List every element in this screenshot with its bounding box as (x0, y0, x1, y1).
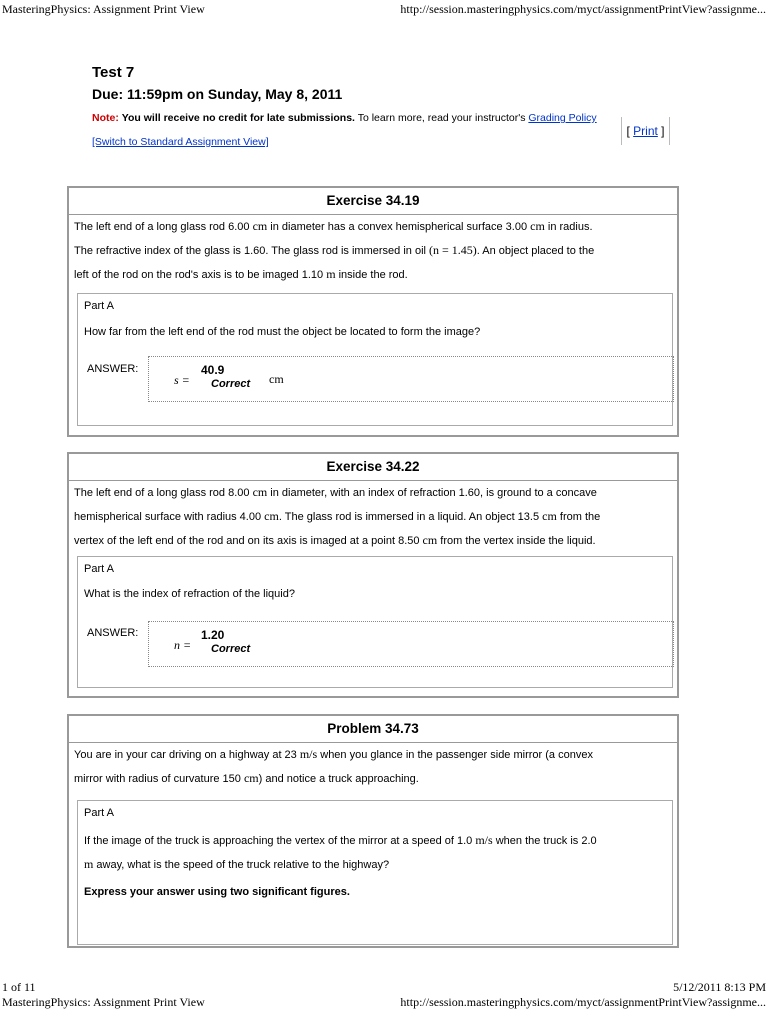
exercise-text: You are in your car driving on a highway at 23 m/s when you glance in the passenger side mirror (a convex mirror with radius of curvature 150 cm) and notice a truck approaching. (74, 747, 593, 785)
answer-status: Correct (211, 643, 251, 655)
answer-variable: n = (174, 638, 192, 652)
switch-view-link[interactable]: [Switch to Standard Assignment View] (92, 136, 269, 148)
part-a (77, 556, 673, 688)
note-text: To learn more, read your instructor's (354, 112, 529, 124)
exercise-title: Exercise 34.19 (69, 188, 677, 215)
print-close-bracket: ] (657, 124, 665, 138)
part-label: Part A (84, 563, 114, 575)
exercise-title: Exercise 34.22 (69, 454, 677, 481)
answer-box (148, 356, 674, 402)
answer-unit: cm (269, 372, 284, 386)
footer-page: 1 of 11 (2, 980, 36, 994)
answer-box (148, 621, 674, 667)
header-title: MasteringPhysics: Assignment Print View (2, 2, 205, 16)
answer-label: ANSWER: (87, 363, 139, 375)
answer-status: Correct (211, 378, 251, 390)
note-bold: You will receive no credit for late submissions. (121, 112, 355, 124)
print-box (621, 117, 670, 145)
part-instruction: Express your answer using two significant figures. (84, 886, 350, 898)
exercise-title: Problem 34.73 (69, 716, 677, 743)
answer-value: 1.20 (201, 628, 225, 642)
print-link[interactable]: Print (633, 124, 658, 138)
exercise-34-19 (67, 186, 679, 437)
footer-datetime: 5/12/2011 8:13 PM (673, 980, 766, 994)
late-note (92, 112, 597, 124)
answer-variable: s = (174, 373, 190, 387)
print-open-bracket: [ (626, 124, 634, 138)
answer-value: 40.9 (201, 363, 225, 377)
footer-title: MasteringPhysics: Assignment Print View (2, 995, 205, 1009)
due-date: Due: 11:59pm on Sunday, May 8, 2011 (92, 86, 343, 102)
part-a (77, 293, 673, 426)
assignment-title: Test 7 (92, 64, 135, 81)
exercise-34-22 (67, 452, 679, 698)
exercise-text: The left end of a long glass rod 6.00 cm in diameter has a convex hemispherical surface 3.00 cm in radius. The refractive index of the glass is 1.60. The glass rod is immersed in oil (n = 1.45). An object placed to the left of the rod on the rod's axis is to be imaged 1.10 m inside the rod. (74, 219, 595, 281)
part-question: How far from the left end of the rod must the object be located to form the image? (84, 326, 481, 338)
header-url: http://session.masteringphysics.com/myct/assignmentPrintView?assignme... (400, 2, 766, 16)
part-question: If the image of the truck is approaching the vertex of the mirror at a speed of 1.0 m/s when the truck is 2.0 m away, what is the speed of the truck relative to the highway? (84, 833, 597, 871)
part-a (77, 800, 673, 945)
part-label: Part A (84, 300, 114, 312)
problem-34-73 (67, 714, 679, 948)
note-label: Note: (92, 112, 119, 124)
part-question: What is the index of refraction of the liquid? (84, 588, 295, 600)
exercise-text: The left end of a long glass rod 8.00 cm in diameter, with an index of refraction 1.60, is ground to a concave hemispherical surface with radius 4.00 cm. The glass rod is immersed in a liquid. An object 13.5 cm from the vertex of the left end of the rod and on its axis is imaged at a point 8.50 cm from the vertex inside the liquid. (74, 485, 601, 547)
switch-view (92, 136, 269, 148)
answer-label: ANSWER: (87, 627, 139, 639)
part-label: Part A (84, 807, 114, 819)
footer-url: http://session.masteringphysics.com/myct/assignmentPrintView?assignme... (400, 995, 766, 1009)
grading-policy-link[interactable]: Grading Policy (528, 112, 597, 124)
